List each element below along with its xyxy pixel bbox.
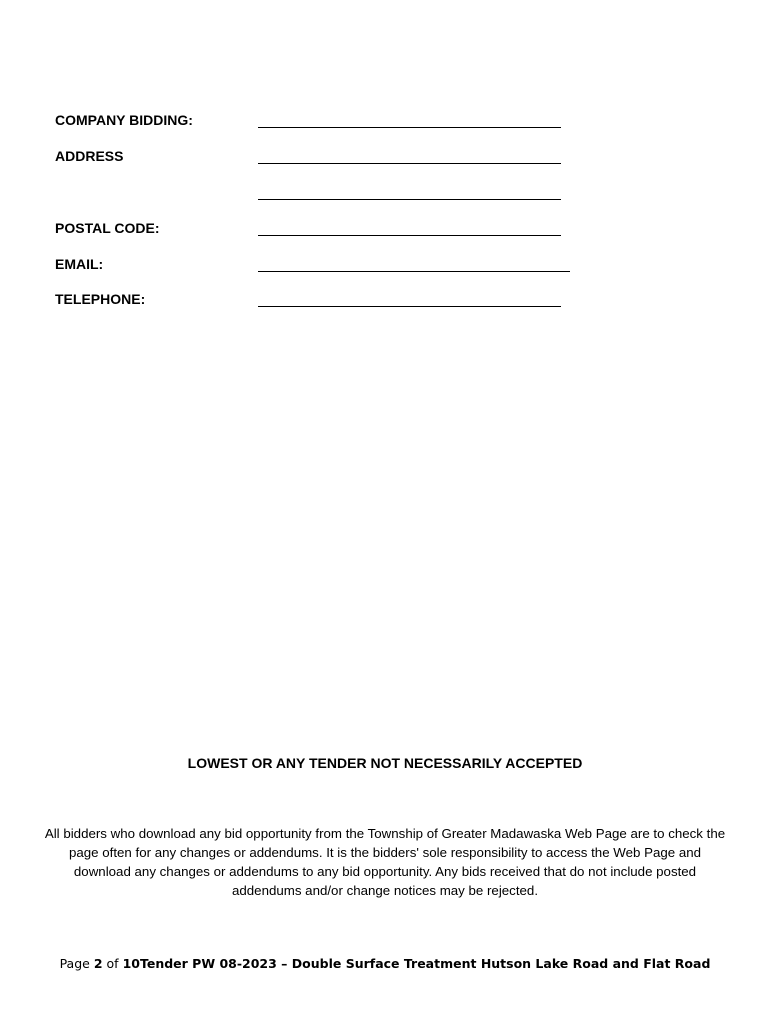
footer-page-number: 2 — [93, 956, 103, 971]
footer-of-word: of — [106, 956, 119, 971]
footer-page-word: Page — [59, 956, 90, 971]
email-label: EMAIL: — [55, 256, 104, 272]
postal-code-field[interactable] — [258, 235, 561, 236]
company-bidding-label: COMPANY BIDDING: — [55, 112, 193, 128]
tender-notice-heading: LOWEST OR ANY TENDER NOT NECESSARILY ACCEPTED — [187, 755, 583, 771]
address-label: ADDRESS — [55, 148, 124, 164]
telephone-label: TELEPHONE: — [55, 291, 146, 307]
addendum-disclaimer: All bidders who download any bid opportunity from the Township of Greater Madawaska Web Page are to check the page often for any changes or addendums. It is the bidders' sole responsibility to access the Web Page and download any changes or addendums to any bid opportunity. Any bids received that do not include posted addendums and/or change notices may be rejected. — [44, 826, 726, 898]
address-field-line-1[interactable] — [258, 163, 561, 164]
telephone-field[interactable] — [258, 306, 561, 307]
email-field[interactable] — [258, 271, 570, 272]
postal-code-label: POSTAL CODE: — [55, 220, 160, 236]
company-bidding-field[interactable] — [258, 127, 561, 128]
address-field-line-2[interactable] — [258, 199, 561, 200]
footer-tender-title: Tender PW 08-2023 – Double Surface Treatment Hutson Lake Road and Flat Road — [139, 956, 711, 971]
footer-total-pages: 10 — [122, 956, 140, 971]
page-footer — [0, 955, 770, 973]
